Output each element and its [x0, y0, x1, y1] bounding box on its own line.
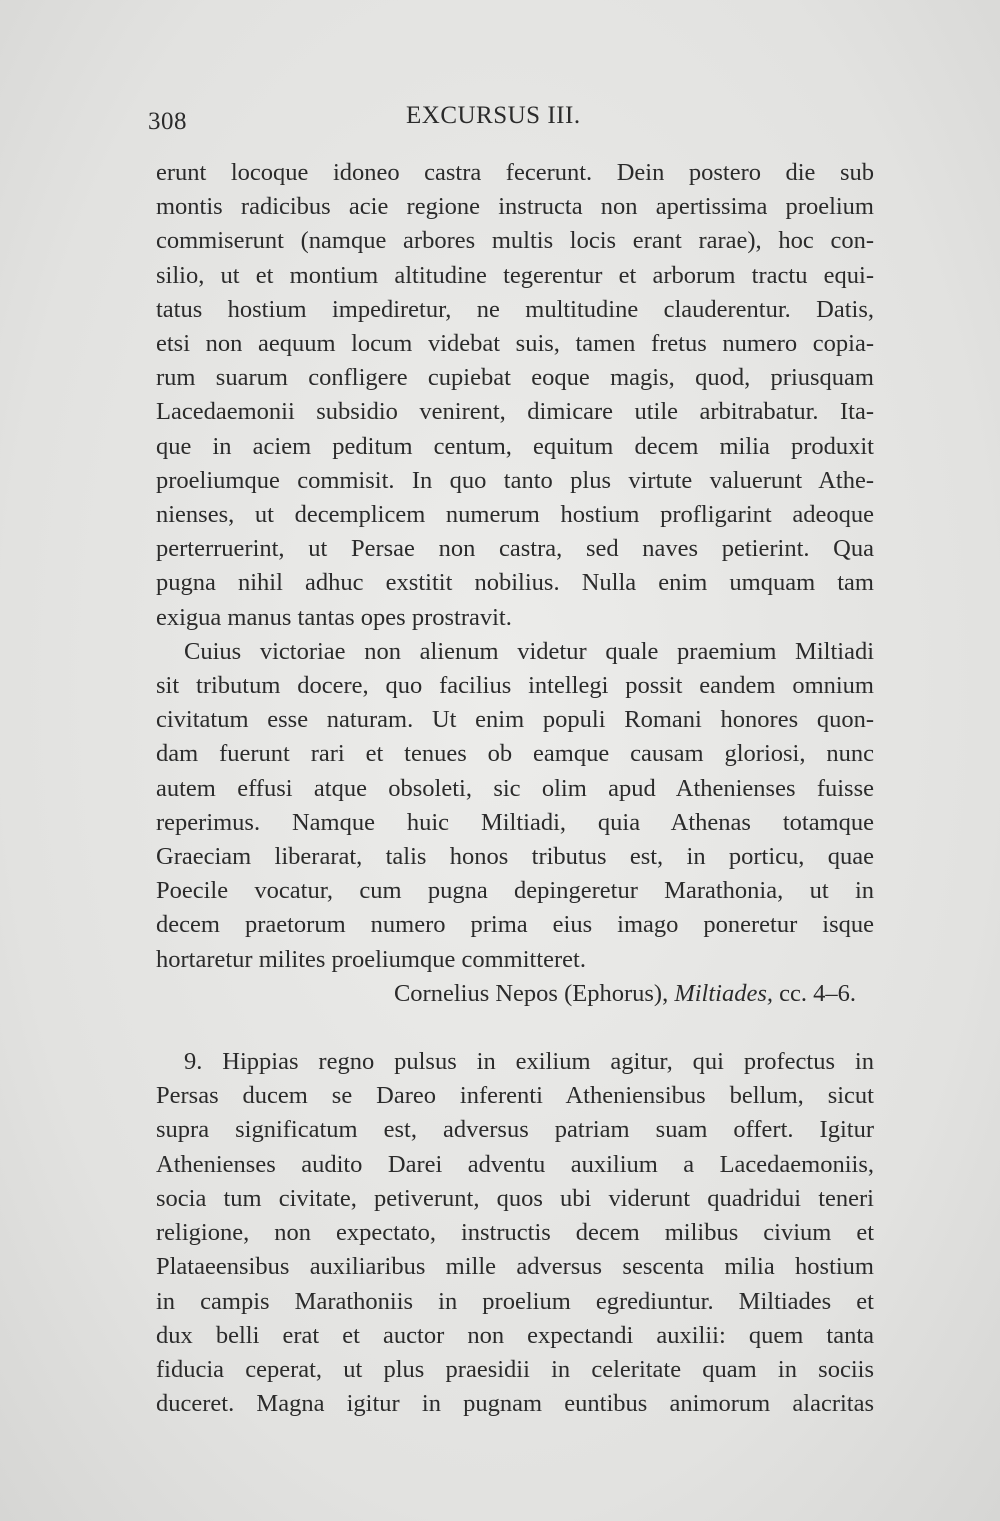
citation-work: Miltiades, — [674, 979, 773, 1007]
section-gap — [156, 1011, 874, 1045]
text-line: reperimus. Namque huic Miltiadi, quia Athenas totamque — [156, 808, 874, 836]
text-line: hortaretur milites proeliumque committeret. — [156, 945, 586, 973]
page-header — [148, 100, 868, 140]
text-line: duceret. Magna igitur in pugnam euntibus animorum alacritas — [156, 1390, 874, 1418]
text-line: montis radicibus acie regione instructa non apertissima proelium — [156, 193, 874, 221]
text-line: que in aciem peditum centum, equitum decem milia produxit — [156, 432, 874, 460]
citation-ref: cc. 4–6. — [779, 979, 856, 1007]
text-line: in campis Marathoniis in proelium egrediuntur. Miltiades et — [156, 1287, 874, 1315]
text-line: erunt locoque idoneo castra fecerunt. Dein postero die sub — [156, 159, 874, 186]
citation-author: Cornelius Nepos (Ephorus), — [393, 979, 669, 1007]
text-line: Lacedaemonii subsidio venirent, dimicare utile arbitrabatur. Ita- — [156, 398, 874, 426]
text-line: religione, non expectato, instructis decem milibus civium et — [156, 1219, 874, 1247]
text-line: civitatum esse naturam. Ut enim populi Romani honores quon- — [156, 706, 874, 734]
text-line: exigua manus tantas opes prostravit. — [156, 603, 512, 631]
paragraph-3 — [156, 1045, 874, 1421]
body-text — [156, 156, 874, 1421]
text-line: dux belli erat et auctor non expectandi auxilii: quem tanta — [156, 1321, 874, 1349]
text-line: nienses, ut decemplicem numerum hostium profligarint adeoque — [156, 501, 874, 529]
text-line: pugna nihil adhuc exstitit nobilius. Nulla enim umquam tam — [156, 569, 874, 597]
text-line: tatus hostium impediretur, ne multitudine clauderentur. Datis, — [156, 295, 874, 323]
paragraph-2 — [156, 635, 874, 977]
paragraph-1 — [156, 156, 874, 635]
text-line: Athenienses audito Darei adventu auxilium a Lacedaemoniis, — [156, 1150, 874, 1178]
text-line: proeliumque commisit. In quo tanto plus virtute valuerunt Athe- — [156, 466, 874, 494]
text-line: Cuius victoriae non alienum videtur quale praemium Miltiadi — [184, 637, 874, 665]
text-line: dam fuerunt rari et tenues ob eamque causam gloriosi, nunc — [156, 740, 874, 768]
text-line: perterruerint, ut Persae non castra, sed naves petierint. Qua — [156, 535, 874, 563]
text-line: commiserunt (namque arbores multis locis erant rarae), hoc con- — [156, 227, 874, 255]
text-line: Plataeensibus auxiliaribus mille adversus sescenta milia hostium — [156, 1253, 874, 1281]
page-number: 308 — [148, 108, 187, 135]
text-line: decem praetorum numero prima eius imago poneretur isque — [156, 911, 874, 939]
text-line: silio, ut et montium altitudine tegerentur et arborum tractu equi- — [156, 261, 874, 289]
running-head: EXCURSUS III. — [406, 102, 581, 129]
text-line: rum suarum confligere cupiebat eoque magis, quod, priusquam — [156, 364, 874, 392]
text-line: fiducia ceperat, ut plus praesidii in celeritate quam in sociis — [156, 1355, 874, 1383]
text-line: socia tum civitate, petiverunt, quos ubi viderunt quadridui teneri — [156, 1184, 874, 1212]
text-line: 9. Hippias regno pulsus in exilium agitur, qui profectus in — [184, 1048, 874, 1076]
text-line: sit tributum docere, quo facilius intellegi possit eandem omnium — [156, 672, 874, 700]
text-line: Persas ducem se Dareo inferenti Atheniensibus bellum, sicut — [156, 1082, 874, 1110]
text-line: Poecile vocatur, cum pugna depingeretur Marathonia, ut in — [156, 877, 874, 905]
text-line: autem effusi atque obsoleti, sic olim apud Athenienses fuisse — [156, 774, 874, 802]
text-line: etsi non aequum locum videbat suis, tamen fretus numero copia- — [156, 330, 874, 358]
citation — [156, 977, 874, 1011]
text-line: Graeciam liberarat, talis honos tributus est, in porticu, quae — [156, 843, 874, 871]
text-line: supra significatum est, adversus patriam suam offert. Igitur — [156, 1116, 874, 1144]
